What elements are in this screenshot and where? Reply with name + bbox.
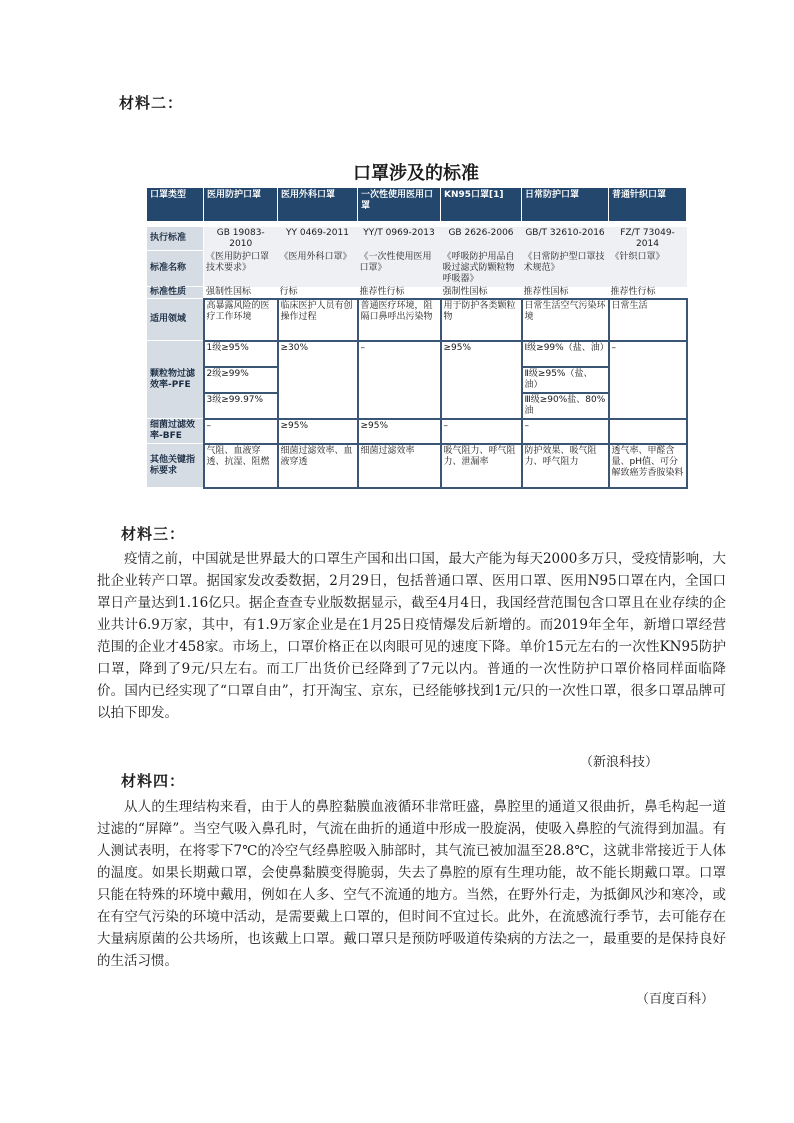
table-title: 口罩涉及的标准 (353, 163, 479, 184)
table-cell: 防护效果、吸气阻力、呼气阻力 (522, 444, 609, 488)
table-cell: 《日常防护型口罩技术规范》 (522, 251, 609, 287)
table-cell: YY/T 0969-2013 (358, 227, 441, 251)
header-cell: KN95口罩[1] (441, 188, 522, 222)
table-cell: 日常生活 (609, 299, 687, 341)
table-cell: – (358, 341, 441, 419)
table-cell: – (204, 419, 278, 444)
row-label: 其他关键指标要求 (147, 444, 204, 488)
row-label: 标准性质 (147, 287, 204, 299)
table-cell: YY 0469-2011 (278, 227, 358, 251)
table-cell: – (522, 419, 609, 444)
table-cell: ≥30% (278, 341, 358, 419)
table-row-other (147, 444, 687, 488)
table-row-nature (147, 287, 687, 299)
material2-heading: 材料二： (119, 94, 184, 112)
table-cell: 气阻、血液穿透、抗湿、阻燃 (204, 444, 278, 488)
table-row-bfe (147, 419, 687, 444)
table-cell: Ⅲ级≥90%盐、80%油 (522, 393, 609, 419)
table-cell: 透气率、甲醛含量、pH值、可分解致癌芳香胺染料 (609, 444, 687, 488)
table-cell (609, 419, 687, 444)
table-cell: 用于防护各类颗粒物 (441, 299, 522, 341)
table-row-pfe (147, 341, 687, 367)
table-cell: 推荐性国标 (522, 287, 609, 299)
mask-standards-table (146, 187, 688, 489)
row-label: 适用领域 (147, 299, 204, 341)
table-cell: 细菌过滤效率 (358, 444, 441, 488)
table-cell: 行标 (278, 287, 358, 299)
table-cell: 推荐性行标 (609, 287, 687, 299)
material3-heading: 材料三： (121, 525, 186, 543)
table-cell: 高暴露风险的医疗工作环境 (204, 299, 278, 341)
material4-paragraph: 从人的生理结构来看，由于人的鼻腔黏膜血液循环非常旺盛，鼻腔里的通道又很曲折，鼻毛构起一道过滤的“屏障”。当空气吸入鼻孔时，气流在曲折的通道中形成一股旋涡，使吸入鼻腔的气流得到加温。有人测试表明，在将零下7℃的冷空气经鼻腔吸入肺部时，其气流已被加温至28.8℃，这就非常接近于人体的温度。如果长期戴口罩，会使鼻黏膜变得脆弱，失去了鼻腔的原有生理功能，故不能长期戴口罩。口罩只能在特殊的环境中戴用，例如在人多、空气不流通的地方。当然，在野外行走，为抵御风沙和寒冷，或在有空气污染的环境中活动，是需要戴上口罩的，但时间不宜过长。此外，在流感流行季节，去可能存在大量病原菌的公共场所，也该戴上口罩。戴口罩只是预防呼吸道传染病的方法之一，最重要的是保持良好的生活习惯。 (97, 799, 726, 969)
table-cell: 《呼吸防护用品自吸过滤式防颗粒物呼吸器》 (441, 251, 522, 287)
header-cell: 普通针织口罩 (609, 188, 687, 222)
material4-heading: 材料四： (121, 772, 186, 790)
row-label: 执行标准 (147, 227, 204, 251)
table-cell: ≥95% (278, 419, 358, 444)
table-cell: 1级≥95% (204, 341, 278, 367)
table-cell: 吸气阻力、呼气阻力、泄漏率 (441, 444, 522, 488)
table-cell: ≥95% (358, 419, 441, 444)
table-header-row (147, 188, 687, 222)
table-cell: ≥95% (441, 341, 522, 419)
material4-source: （百度百科） (636, 992, 715, 1007)
table-cell: 临床医护人员有创操作过程 (278, 299, 358, 341)
table-cell: – (441, 419, 522, 444)
header-cell: 医用外科口罩 (278, 188, 358, 222)
table-cell: Ⅰ级≥99%（盐、油） (522, 341, 609, 367)
table-cell: 《医用外科口罩》 (278, 251, 358, 287)
material3-source: （新浪科技） (580, 755, 659, 770)
table-cell: 普通医疗环境，阻隔口鼻呼出污染物 (358, 299, 441, 341)
table-cell: 2级≥99% (204, 367, 278, 393)
row-label: 细菌过滤效率-BFE (147, 419, 204, 444)
table-cell: 《医用防护口罩技术要求》 (204, 251, 278, 287)
row-label: 颗粒物过滤效率-PFE (147, 341, 204, 419)
table-row-name (147, 251, 687, 287)
table-cell: FZ/T 73049-2014 (609, 227, 687, 251)
table-cell: GB 19083-2010 (204, 227, 278, 251)
header-cell: 口罩类型 (147, 188, 204, 222)
header-cell: 医用防护口罩 (204, 188, 278, 222)
table-cell: 细菌过滤效率、血液穿透 (278, 444, 358, 488)
table-cell: 《针织口罩》 (609, 251, 687, 287)
row-label: 标准名称 (147, 251, 204, 287)
table-cell: GB 2626-2006 (441, 227, 522, 251)
header-cell: 日常防护口罩 (522, 188, 609, 222)
table-cell: GB/T 32610-2016 (522, 227, 609, 251)
table-cell: 强制性国标 (204, 287, 278, 299)
table-cell: 强制性国标 (441, 287, 522, 299)
table-cell: – (609, 341, 687, 419)
table-cell: Ⅱ级≥95%（盐、油） (522, 367, 609, 393)
material3-paragraph: 疫情之前，中国就是世界最大的口罩生产国和出口国，最大产能为每天2000多万只，受疫情影响，大批企业转产口罩。据国家发改委数据，2月29日，包括普通口罩、医用口罩、医用N95口罩在内，全国口罩日产量达到1.16亿只。据企查查专业版数据显示，截至4月4日，我国经营范围包含口罩且在业存续的企业共计6.9万家，其中，有1.9万家企业是在1月25日疫情爆发后新增的。而2019年全年，新增口罩经营范围的企业才458家。市场上，口罩价格正在以肉眼可见的速度下降。单价15元左右的一次性KN95防护口罩，降到了9元/只左右。而工厂出货价已经降到了7元以内。普通的一次性防护口罩价格同样面临降价。国内已经实现了“口罩自由”，打开淘宝、京东，已经能够找到1元/只的一次性口罩，很多口罩品牌可以拍下即发。 (97, 551, 726, 721)
table-row-standard (147, 227, 687, 251)
table-row-area (147, 299, 687, 341)
table-cell: 日常生活空气污染环境 (522, 299, 609, 341)
table-cell: 3级≥99.97% (204, 393, 278, 419)
table-cell: 《一次性使用医用口罩》 (358, 251, 441, 287)
header-cell: 一次性使用医用口罩 (358, 188, 441, 222)
table-cell: 推荐性行标 (358, 287, 441, 299)
mask-standards-table-block (146, 162, 686, 489)
